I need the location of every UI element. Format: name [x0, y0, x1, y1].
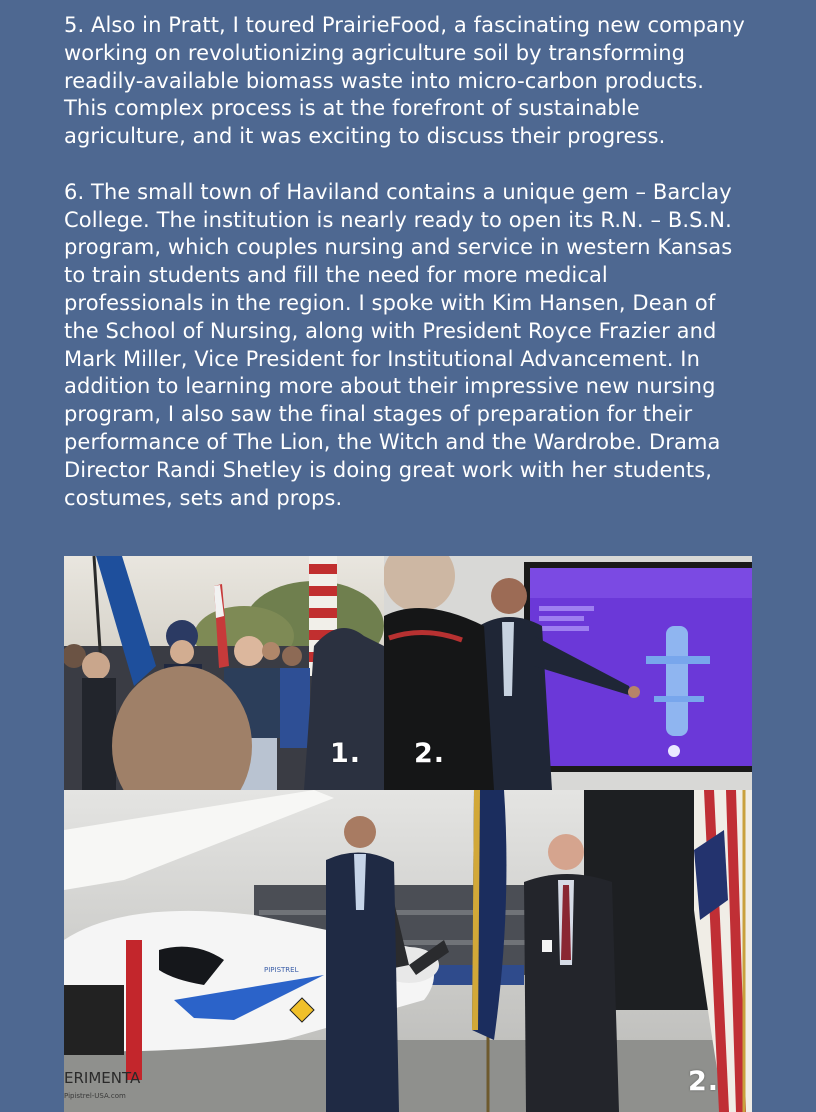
plane-url-text: Pipistrel-USA.com: [64, 1092, 126, 1100]
plane-brand-text: PIPISTREL: [264, 966, 299, 974]
article-text: [64, 12, 754, 540]
paragraph-5: 5. Also in Pratt, I toured PrairieFood, a fascinating new company working on revolutionizing agriculture soil by transforming readily-available biomass waste into micro-carbon products. This complex process is at the forefront of sustainable agriculture, and it was exciting to discuss their progress.: [64, 13, 745, 149]
photo-label: 2.: [414, 738, 446, 769]
plane-side-text: ERIMENTA: [64, 1069, 141, 1087]
photo-label: 1.: [330, 738, 362, 769]
photo-presentation: [384, 556, 752, 790]
photo-collage: [64, 556, 752, 1112]
paragraph-6: 6. The small town of Haviland contains a unique gem – Barclay College. The institution is nearly ready to open its R.N. – B.S.N. program, which couples nursing and service in western Kansas to train students and fill the need for more medical professionals in the region. I spoke with Kim Hansen, Dean of the School of Nursing, along with President Royce Frazier and Mark Miller, Vice President for Institutional Advancement. In addition to learning more about their impressive new nursing program, I also saw the final stages of preparation for their performance of The Lion, the Witch and the Wardrobe. Drama Director Randi Shetley is doing great work with her students, costumes, sets and props.: [64, 179, 733, 510]
photo-label: 2.: [688, 1066, 720, 1097]
photo-ceremony: [64, 556, 384, 790]
photo-hangar: [64, 790, 752, 1112]
